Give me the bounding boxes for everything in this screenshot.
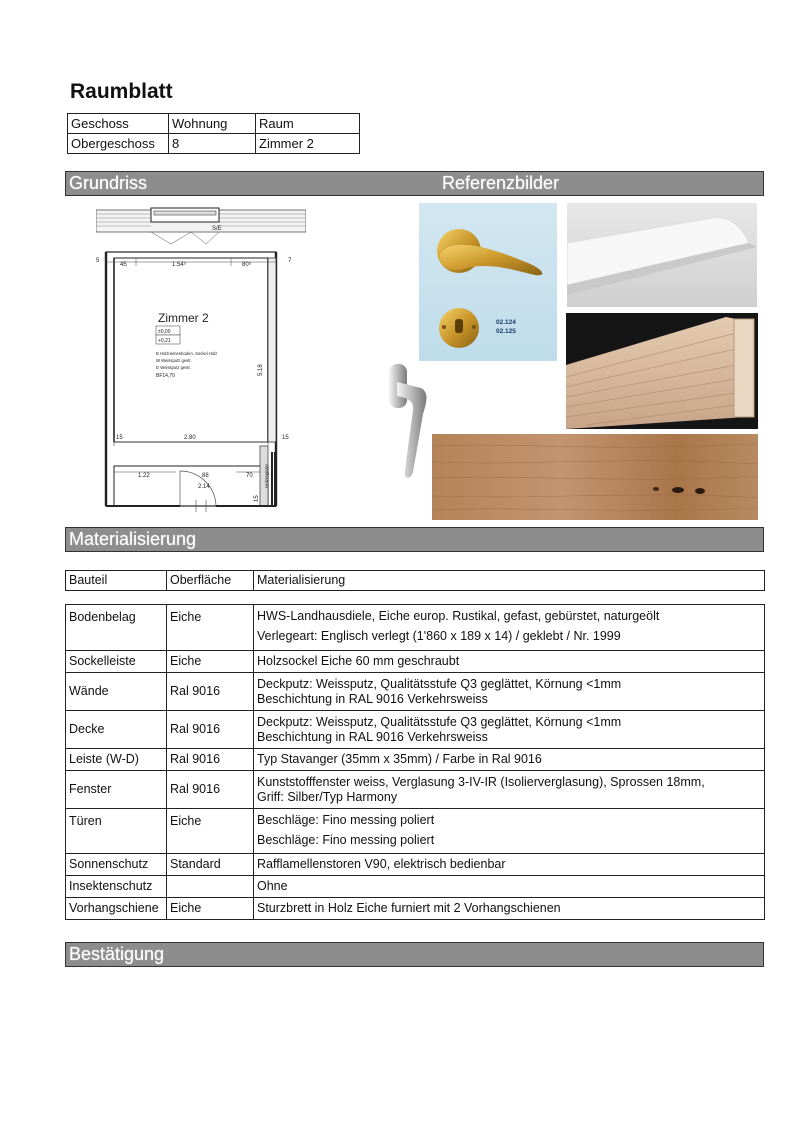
section-title-grundriss: Grundriss — [69, 173, 148, 193]
table-row — [66, 854, 765, 876]
header-wohnung: Wohnung — [169, 114, 256, 134]
plan-note-bf: BF14,70 — [156, 373, 175, 379]
row-materialisierung — [254, 673, 765, 711]
row-oberflaeche: Ral 9016 — [167, 673, 254, 711]
plan-label-se: S/E — [212, 226, 222, 232]
plan-note-d: D Weissputz gestr. — [156, 365, 191, 370]
plan-note-w: W Weissputz gestr. — [156, 358, 192, 363]
row-oberflaeche: Eiche — [167, 809, 254, 854]
row-materialisierung — [254, 876, 765, 898]
plan-dim-right: 7 — [288, 258, 292, 264]
row-line: Holzsockel Eiche 60 mm geschraubt — [257, 654, 460, 668]
materials-table — [65, 604, 765, 920]
room-info-value-row — [68, 134, 360, 154]
section-bar-materialisierung — [65, 527, 764, 552]
plan-walls — [96, 208, 306, 512]
row-bauteil: Wände — [66, 673, 167, 711]
table-row — [66, 898, 765, 920]
row-line: Sturzbrett in Holz Eiche furniert mit 2 Vorhangschienen — [257, 901, 561, 915]
value-wohnung: 8 — [169, 134, 256, 154]
row-line: Beschichtung in RAL 9016 Verkehrsweiss — [257, 691, 488, 706]
section-title-referenzbilder: Referenzbilder — [442, 173, 560, 193]
row-line: Beschichtung in RAL 9016 Verkehrsweiss — [257, 729, 488, 744]
row-oberflaeche: Eiche — [167, 898, 254, 920]
header-materialisierung: Materialisierung — [254, 571, 765, 591]
row-line: Rafflamellenstoren V90, elektrisch bedienbar — [257, 857, 506, 871]
plan-dim-top-2: 1.54⁵ — [172, 262, 187, 268]
white-moulding-image — [567, 203, 757, 307]
row-line: Verlegeart: Englisch verlegt (1'860 x 189 x 14) / geklebt / Nr. 1999 — [257, 629, 621, 643]
plan-dim-mid: 2.80 — [184, 435, 196, 441]
row-materialisierung — [254, 651, 765, 673]
oak-skirting-image — [566, 313, 758, 429]
table-row — [66, 771, 765, 809]
header-geschoss: Geschoss — [68, 114, 169, 134]
materials-header-table — [65, 570, 765, 591]
section-bar-plans — [65, 171, 764, 196]
row-bauteil: Bodenbelag — [66, 605, 167, 651]
section-title-bestaetigung: Bestätigung — [69, 944, 165, 964]
product-code-2: 02.125 — [496, 328, 516, 335]
table-row — [66, 876, 765, 898]
row-materialisierung — [254, 898, 765, 920]
plan-dim-b2: 88 — [202, 473, 209, 479]
value-raum: Zimmer 2 — [256, 134, 360, 154]
table-row — [66, 651, 765, 673]
plan-dim-height: 5.18 — [258, 364, 264, 376]
row-bauteil: Insektenschutz — [66, 876, 167, 898]
oak-floor-texture — [432, 434, 758, 520]
row-line: Ohne — [257, 879, 288, 893]
oak-floor-photo — [432, 434, 758, 520]
row-oberflaeche: Eiche — [167, 651, 254, 673]
row-bauteil: Vorhangschiene — [66, 898, 167, 920]
materials-header-row — [66, 571, 765, 591]
row-line: Kunststofffenster weiss, Verglasung 3-IV-IR (Isolierverglasung), Sprossen 18mm, — [257, 774, 705, 789]
row-materialisierung — [254, 771, 765, 809]
product-code-1: 02.124 — [496, 319, 516, 326]
row-materialisierung — [254, 711, 765, 749]
section-title-materialisierung: Materialisierung — [69, 529, 197, 549]
room-info-header-row — [68, 114, 360, 134]
plan-window-tag: Heizregister — [264, 463, 269, 488]
row-line: Deckputz: Weissputz, Qualitätsstufe Q3 geglättet, Körnung <1mm — [257, 714, 622, 729]
row-oberflaeche — [167, 876, 254, 898]
plan-dim-b3: 2.14 — [198, 484, 210, 490]
row-materialisierung — [254, 749, 765, 771]
row-bauteil: Türen — [66, 809, 167, 854]
plan-level-1: ±0,00 — [158, 329, 171, 335]
row-line: Beschläge: Fino messing poliert — [257, 813, 435, 827]
floor-plan — [96, 206, 306, 516]
row-bauteil: Sonnenschutz — [66, 854, 167, 876]
row-materialisierung — [254, 605, 765, 651]
plan-dim-mid-right: 15 — [282, 435, 289, 441]
row-oberflaeche: Standard — [167, 854, 254, 876]
row-bauteil: Decke — [66, 711, 167, 749]
row-line: HWS-Landhausdiele, Eiche europ. Rustikal, gefast, gebürstet, naturgeölt — [257, 609, 660, 623]
row-oberflaeche: Eiche — [167, 605, 254, 651]
page-title: Raumblatt — [70, 80, 173, 103]
plan-level-2: +0,21 — [158, 338, 171, 344]
plan-dim-left: 5 — [96, 258, 100, 264]
row-oberflaeche: Ral 9016 — [167, 711, 254, 749]
plan-dim-mid-left: 15 — [116, 435, 123, 441]
row-materialisierung — [254, 809, 765, 854]
table-row — [66, 711, 765, 749]
ceiling-moulding-photo — [567, 203, 757, 307]
plan-dim-b5: 15 — [254, 495, 260, 502]
section-bar-bestaetigung — [65, 942, 764, 967]
plan-dim-b1: 1.22 — [138, 473, 150, 479]
header-oberflaeche: Oberfläche — [167, 571, 254, 591]
table-row — [66, 749, 765, 771]
door-handle-photo — [419, 203, 557, 361]
table-row — [66, 673, 765, 711]
row-materialisierung — [254, 854, 765, 876]
plan-dim-top-3: 80⁵ — [242, 262, 252, 268]
plan-note-b: B Holzriemenboden, Sockel Holz — [156, 351, 218, 356]
row-bauteil: Fenster — [66, 771, 167, 809]
plan-dim-top-1: 45 — [120, 262, 127, 268]
row-oberflaeche: Ral 9016 — [167, 771, 254, 809]
row-line: Deckputz: Weissputz, Qualitätsstufe Q3 geglättet, Körnung <1mm — [257, 676, 622, 691]
room-info-table — [67, 113, 360, 154]
row-bauteil: Leiste (W-D) — [66, 749, 167, 771]
row-bauteil: Sockelleiste — [66, 651, 167, 673]
header-bauteil: Bauteil — [66, 571, 167, 591]
value-geschoss: Obergeschoss — [68, 134, 169, 154]
silver-window-handle-image — [383, 362, 431, 480]
wood-skirting-photo — [566, 313, 758, 429]
brass-handle-image — [419, 203, 557, 361]
row-line: Griff: Silber/Typ Harmony — [257, 789, 398, 804]
table-row — [66, 809, 765, 854]
row-line: Typ Stavanger (35mm x 35mm) / Farbe in Ral 9016 — [257, 752, 542, 766]
plan-dim-b4: 70 — [246, 473, 253, 479]
header-raum: Raum — [256, 114, 360, 134]
table-row — [66, 605, 765, 651]
row-line: Beschläge: Fino messing poliert — [257, 833, 435, 847]
row-oberflaeche: Ral 9016 — [167, 749, 254, 771]
plan-room-name: Zimmer 2 — [158, 311, 209, 325]
window-handle-photo — [383, 362, 431, 480]
